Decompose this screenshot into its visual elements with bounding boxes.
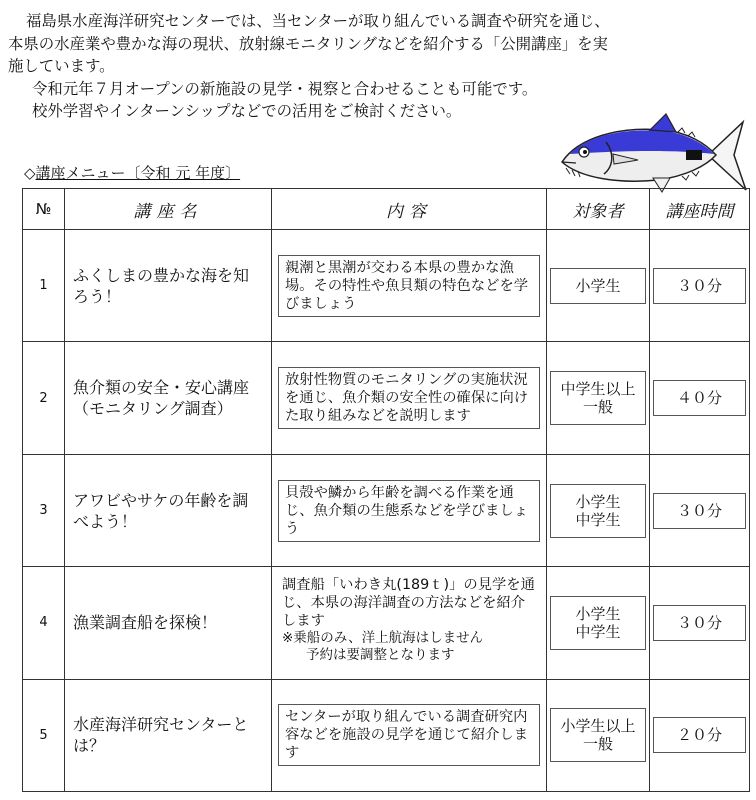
lecture-menu-table bbox=[22, 188, 750, 792]
content-note-reservation: 予約は要調整となります bbox=[306, 647, 455, 664]
time-cell bbox=[650, 454, 750, 566]
target-line: 小学生 bbox=[575, 276, 621, 295]
header-number: № bbox=[23, 189, 65, 230]
table-row bbox=[23, 454, 750, 566]
target-line: 小学生 bbox=[575, 604, 621, 623]
target-cell bbox=[547, 454, 650, 566]
row-number: 5 bbox=[23, 679, 65, 791]
content-cell bbox=[272, 454, 547, 566]
content-body: センターが取り組んでいる調査研究内容などを施設の見学を通じて紹介します bbox=[285, 709, 529, 762]
lecture-name-cell bbox=[65, 567, 272, 679]
lecture-name-cell bbox=[65, 454, 272, 566]
header-lecture-name: 講座名 bbox=[65, 189, 272, 230]
time-cell bbox=[650, 567, 750, 679]
target-line: 一般 bbox=[582, 398, 613, 417]
table-row bbox=[23, 230, 750, 342]
content-cell bbox=[272, 342, 547, 454]
intro-line: 令和元年７月オープンの新施設の見学・視察と合わせることも可能です。 bbox=[32, 79, 538, 98]
content-text bbox=[278, 255, 540, 317]
time-box: ４０分 bbox=[653, 380, 746, 416]
lecture-name: ふくしまの豊かな海を知ろう！ bbox=[73, 265, 250, 306]
diamond-icon: ◇ bbox=[24, 164, 36, 182]
content-text bbox=[278, 480, 540, 542]
target-cell bbox=[547, 679, 650, 791]
intro-text bbox=[8, 10, 753, 123]
lecture-name-cell bbox=[65, 230, 272, 342]
target-box bbox=[550, 268, 646, 304]
menu-title bbox=[24, 162, 240, 183]
lecture-name: 水産海洋研究センターとは？ bbox=[73, 715, 249, 756]
content-text bbox=[278, 704, 540, 766]
row-number: 1 bbox=[23, 230, 65, 342]
target-line: 小学生以上 bbox=[560, 717, 636, 736]
target-cell bbox=[547, 230, 650, 342]
menu-title-text: 講座メニュー〔令和 元 年度〕 bbox=[35, 164, 241, 182]
content-note: ※乗船のみ、洋上航海はしません bbox=[282, 630, 484, 647]
lecture-name-cell bbox=[65, 679, 272, 791]
target-box bbox=[550, 596, 646, 650]
intro-line: 施しています。 bbox=[8, 57, 115, 75]
time-cell bbox=[650, 230, 750, 342]
target-line: 中学生以上 bbox=[560, 380, 636, 399]
table-row bbox=[23, 679, 750, 791]
table-row bbox=[23, 342, 750, 454]
row-number: 2 bbox=[23, 342, 65, 454]
time-box: ３０分 bbox=[653, 493, 746, 529]
intro-line: 福島県水産海洋研究センターでは、当センターが取り組んでいる調査や研究を通じ、 bbox=[26, 12, 610, 30]
time-box: ３０分 bbox=[653, 268, 746, 304]
time-box: ２０分 bbox=[653, 717, 746, 753]
content-cell bbox=[272, 567, 547, 679]
content-body: 調査船「いわき丸(189ｔ)」の見学を通じ、本県の海洋調査の方法などを紹介します bbox=[282, 577, 535, 630]
target-line: 小学生 bbox=[575, 492, 621, 511]
content-body: 貝殻や鱗から年齢を調べる作業を通じ、魚介類の生態系などを学びましょう bbox=[285, 484, 529, 537]
content-text bbox=[278, 367, 540, 429]
content-text bbox=[276, 573, 542, 667]
content-body: 親潮と黒潮が交わる本県の豊かな漁場。その特性や魚貝類の特色などを学びましょう bbox=[285, 259, 529, 312]
tuna-fish-icon bbox=[558, 110, 748, 195]
content-body: 放射性物質のモニタリングの実施状況を通じ、魚介類の安全性の確保に向けた取り組みなどを説明します bbox=[285, 372, 529, 425]
time-cell bbox=[650, 679, 750, 791]
intro-line: 本県の水産業や豊かな海の現状、放射線モニタリングなどを紹介する「公開講座」を実 bbox=[8, 34, 608, 53]
row-number: 4 bbox=[23, 567, 65, 679]
target-cell bbox=[547, 567, 650, 679]
target-box bbox=[550, 371, 646, 425]
header-duration: 講座時間 bbox=[650, 189, 750, 230]
row-number: 3 bbox=[23, 454, 65, 566]
target-box bbox=[550, 484, 646, 538]
header-target: 対象者 bbox=[547, 189, 650, 230]
target-line: 一般 bbox=[582, 735, 613, 754]
target-box bbox=[550, 708, 646, 762]
time-cell bbox=[650, 342, 750, 454]
lecture-name: アワビやサケの年齢を調べよう！ bbox=[73, 490, 249, 531]
lecture-name: 魚介類の安全・安心講座（モニタリング調査） bbox=[73, 378, 250, 419]
table-row bbox=[23, 567, 750, 679]
time-box: ３０分 bbox=[653, 605, 746, 641]
target-line: 中学生 bbox=[575, 622, 621, 641]
target-line: 中学生 bbox=[575, 510, 621, 529]
header-content: 内容 bbox=[272, 189, 547, 230]
content-cell bbox=[272, 679, 547, 791]
table-header-row bbox=[23, 189, 750, 230]
lecture-name-cell bbox=[65, 342, 272, 454]
content-cell bbox=[272, 230, 547, 342]
intro-line: 校外学習やインターンシップなどでの活用をご検討ください。 bbox=[32, 102, 462, 120]
target-cell bbox=[547, 342, 650, 454]
lecture-name: 漁業調査船を探検！ bbox=[73, 613, 218, 633]
